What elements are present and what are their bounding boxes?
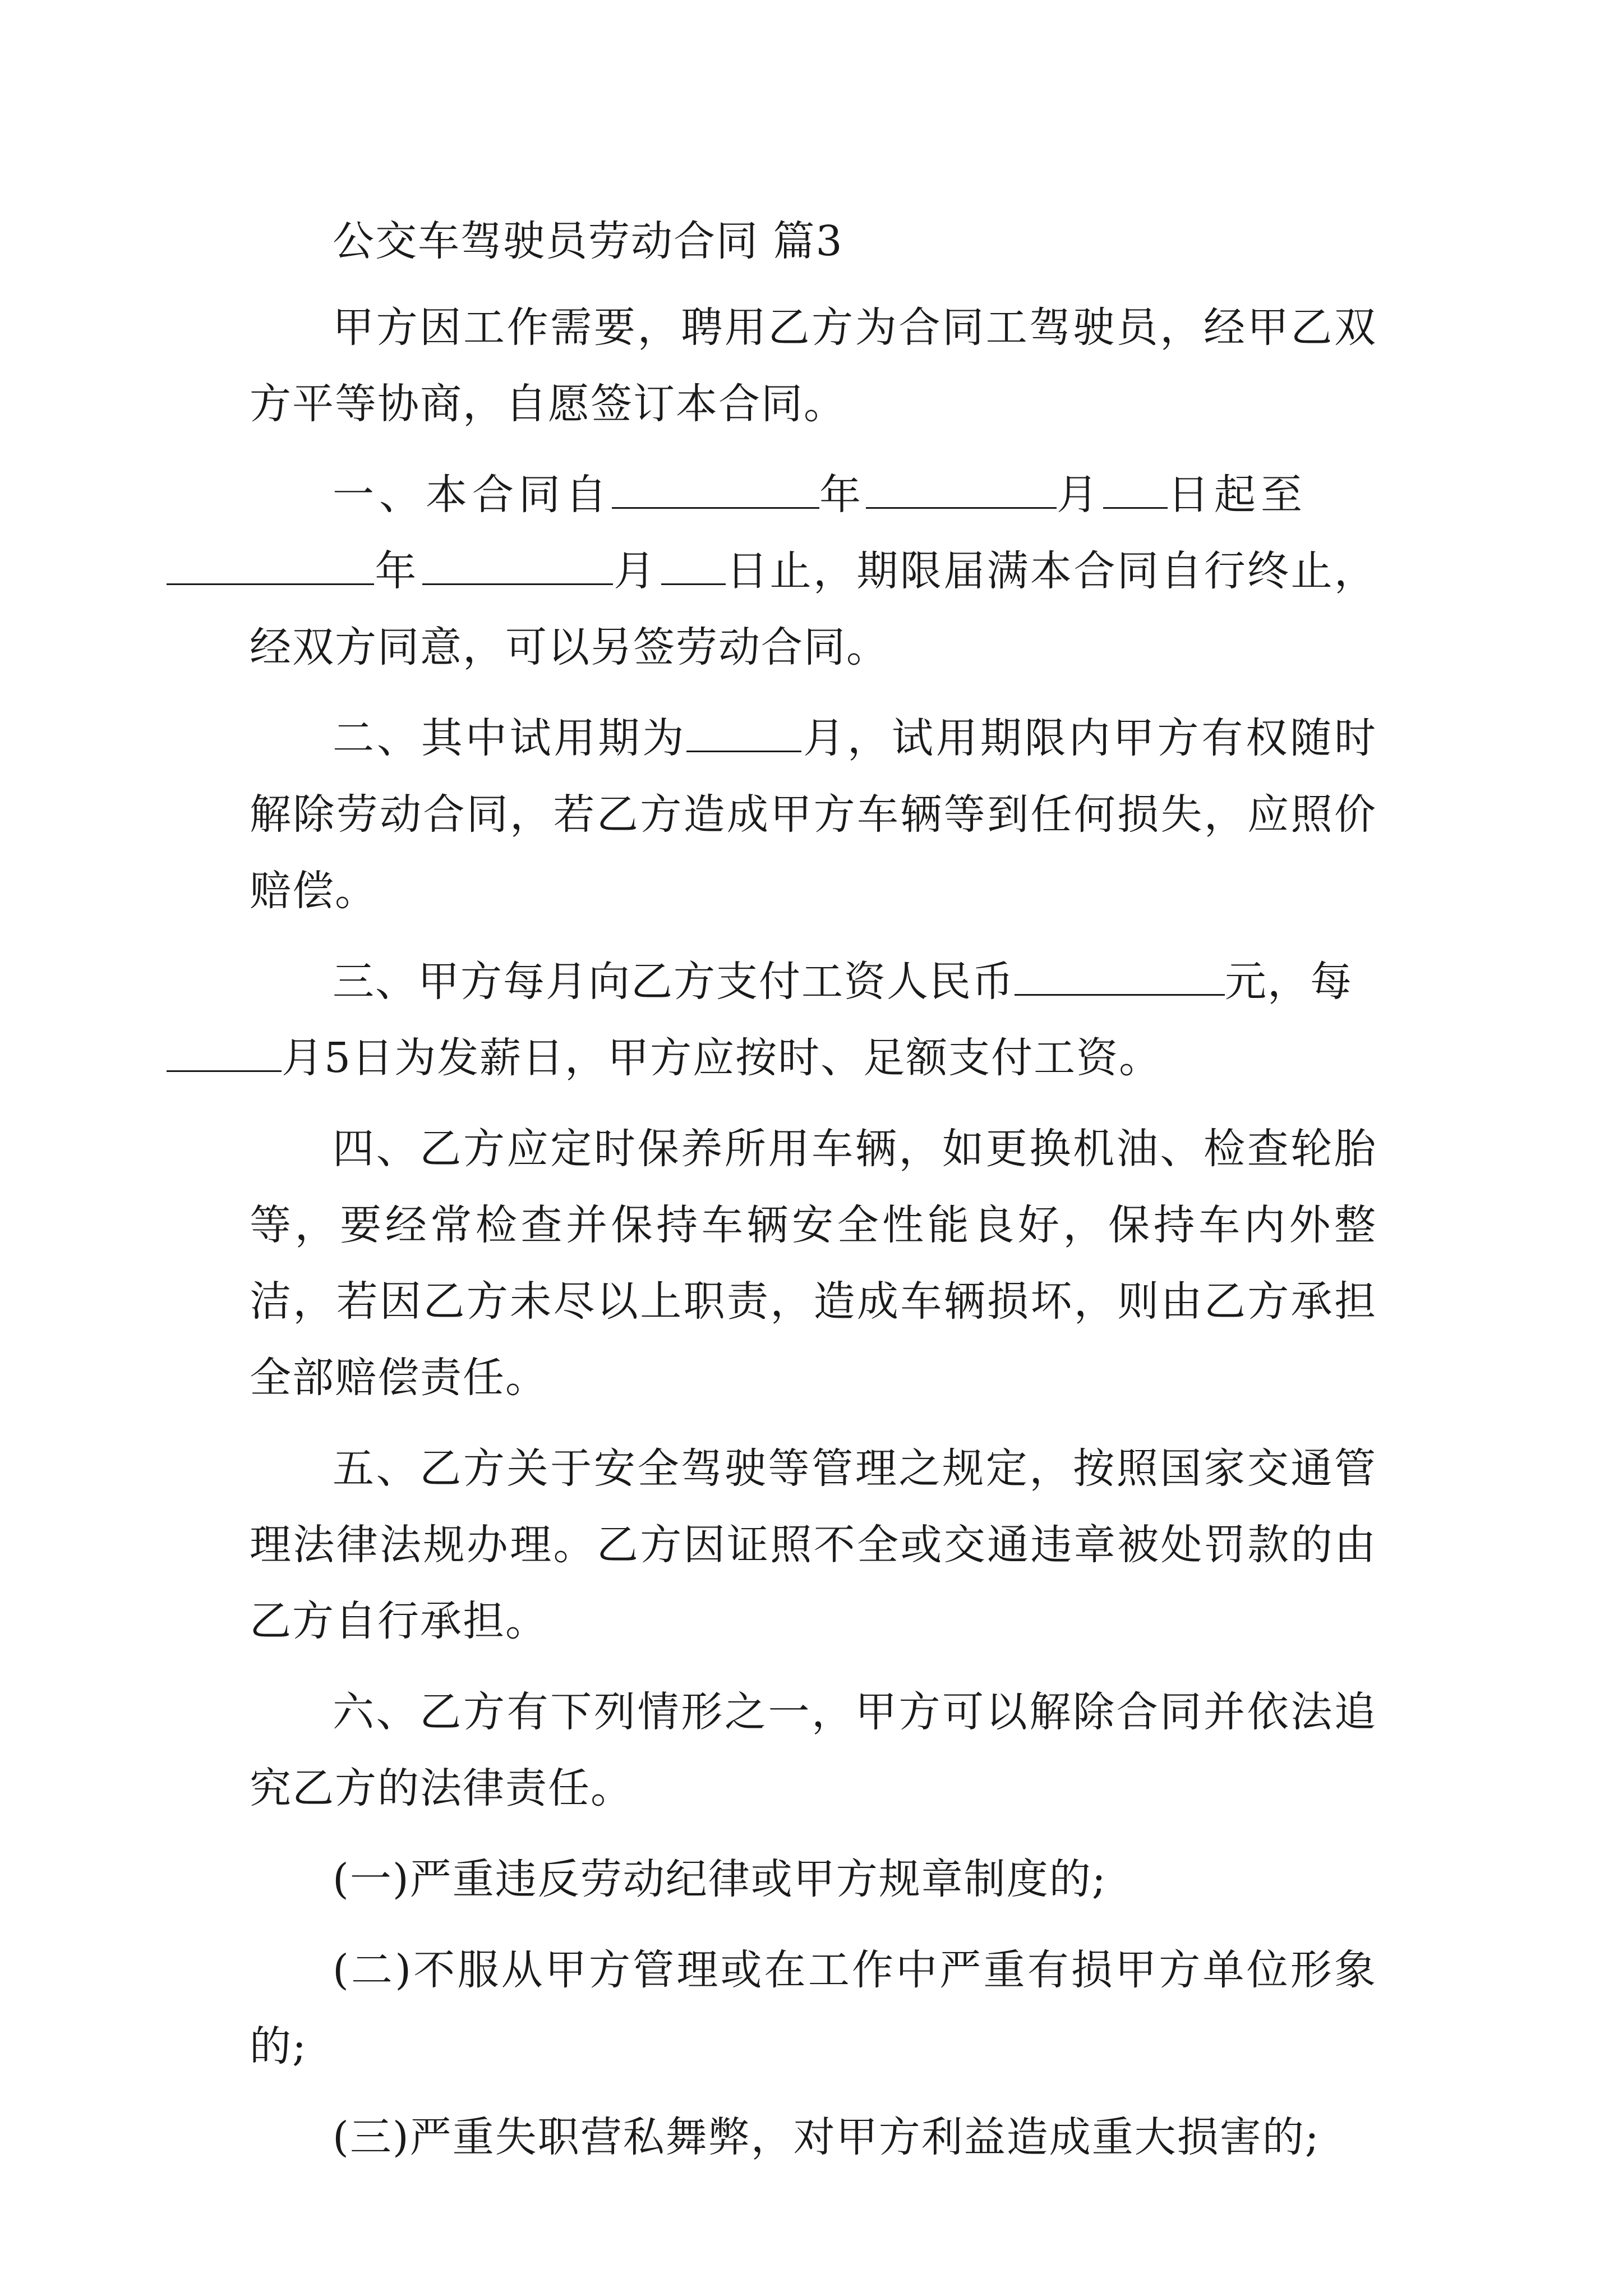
- clause-2: [250, 700, 1377, 929]
- intro-paragraph: 甲方因工作需要，聘用乙方为合同工驾驶员，经甲乙双方平等协商，自愿签订本合同。: [250, 303, 1377, 428]
- clause-4: 四、乙方应定时保养所用车辆，如更换机油、检查轮胎等，要经常检查并保持车辆安全性能良好，保持车内外整洁，若因乙方未尽以上职责，造成车辆损坏，则由乙方承担全部赔偿责任。: [250, 1125, 1377, 1402]
- clause-1-text-f: 月: [612, 547, 661, 595]
- salary-amount-blank: [1015, 955, 1225, 996]
- pay-month-blank: [167, 1031, 282, 1072]
- start-day-blank: [1103, 468, 1168, 509]
- document-title: 公交车驾驶员劳动合同 篇3: [333, 217, 843, 265]
- clause-2-text-b: 月，试用期限内甲方有权随时解除劳动合同，若乙方造成甲方车辆等到任何损失，应照价赔偿。: [250, 714, 1377, 915]
- clause-2-text-a: 二、其中试用期为: [333, 714, 687, 762]
- start-year-blank: [612, 468, 819, 509]
- clause-5: 五、乙方关于安全驾驶等管理之规定，按照国家交通管理法律法规办理。乙方因证照不全或交通违章被处罚款的由乙方自行承担。: [250, 1444, 1377, 1645]
- start-month-blank: [866, 468, 1057, 509]
- end-month-blank: [422, 544, 613, 585]
- clause-3: [250, 944, 1377, 1096]
- clause-1-text-e: 年: [374, 547, 422, 595]
- clause-3-text-c: 月5日为发薪日，甲方应按时、足额支付工资。: [282, 1034, 1162, 1082]
- clause-1: [250, 457, 1377, 685]
- clause-1-text-d: 日起至: [1168, 471, 1307, 519]
- clause-1-text-b: 年: [819, 471, 866, 519]
- clause-3-text-b: 元，每: [1225, 958, 1353, 1006]
- contract-body: [250, 208, 1377, 2175]
- probation-months-blank: [686, 711, 801, 752]
- list-item-2: (二)不服从甲方管理或在工作中严重有损甲方单位形象的;: [250, 1946, 1377, 2070]
- clause-1-text-c: 月: [1057, 471, 1103, 519]
- list-item-3: (三)严重失职营私舞弊，对甲方利益造成重大损害的;: [333, 2113, 1320, 2161]
- clause-1-text-a: 一、本合同自: [333, 471, 612, 519]
- end-year-blank: [167, 544, 374, 585]
- end-day-blank: [661, 544, 726, 585]
- clause-6: 六、乙方有下列情形之一，甲方可以解除合同并依法追究乙方的法律责任。: [250, 1688, 1377, 1812]
- clause-3-text-a: 三、甲方每月向乙方支付工资人民币: [333, 958, 1015, 1006]
- list-item-1: (一)严重违反劳动纪律或甲方规章制度的;: [333, 1855, 1107, 1903]
- clause-1-text-g: 日止，期限届满本合同自行终止，经双方同意，可以另签劳动合同。: [250, 547, 1377, 671]
